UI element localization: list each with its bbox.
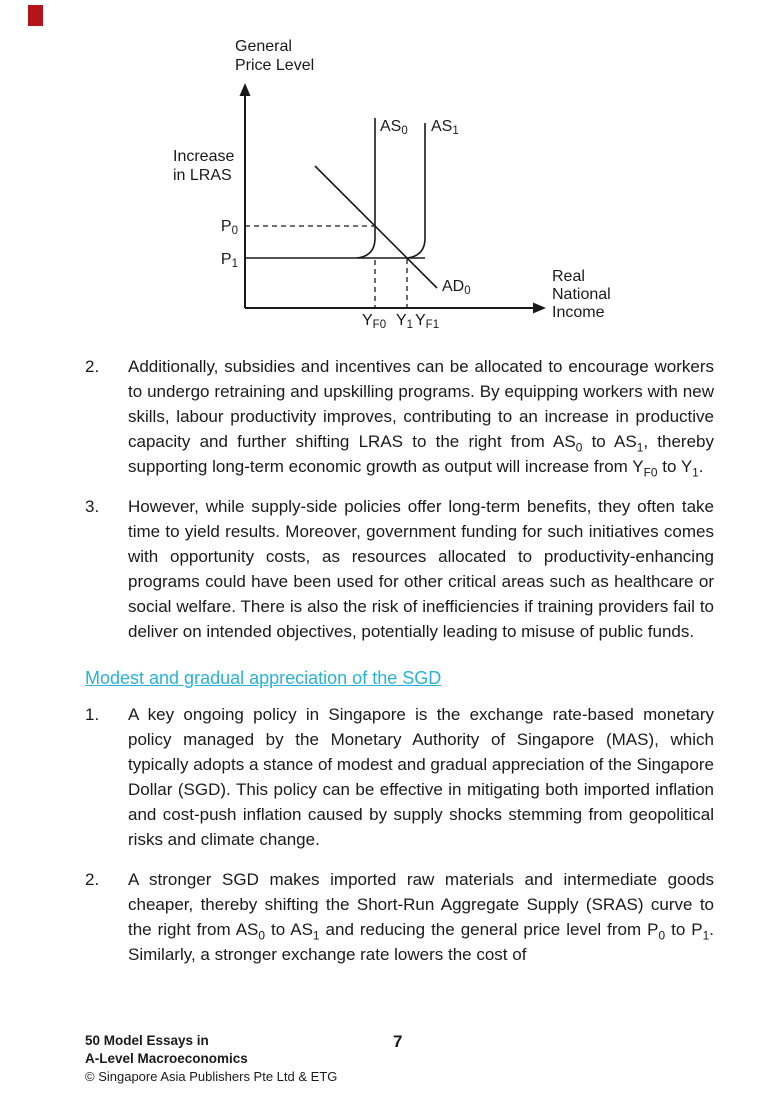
- paragraph-text: [128, 354, 714, 479]
- page-content: [85, 354, 714, 967]
- page-footer: [85, 1032, 714, 1085]
- subscript-text: 1: [692, 465, 699, 480]
- paragraph-text: A key ongoing policy in Singapore is the exchange rate-based monetary policy managed by the Monetary Authority of Singapore (MAS), which typically adopts a stance of modest and gradual appreciation of the Singapore Dollar (SGD). This policy can be effective in mitigating both imported inflation and cost-push inflation caused by supply shocks stemming from geopolitical risks and climate change.: [128, 705, 714, 849]
- ad0-label: AD0: [442, 278, 471, 297]
- footer-series-title-line1: 50 Model Essays in: [85, 1033, 209, 1048]
- y-axis-label-line2: Price Level: [235, 57, 315, 74]
- paragraph-text: [128, 867, 714, 967]
- x-axis-label-line3: Income: [552, 304, 605, 321]
- paragraph-segment: to AS: [265, 920, 313, 939]
- paragraph-segment: to AS: [582, 432, 637, 451]
- paragraph-segment: to Y: [657, 457, 693, 476]
- footer-series-title-line2: A-Level Macroeconomics: [85, 1050, 248, 1066]
- list-item: [85, 867, 714, 967]
- x-axis-label-line1: Real: [552, 268, 585, 285]
- page-number: 7: [393, 1032, 403, 1051]
- subscript-text: 0: [575, 440, 583, 455]
- list-number: 2.: [85, 357, 100, 376]
- as1-label: AS1: [431, 118, 459, 137]
- paragraph-text: However, while supply-side policies offer long-term benefits, they often take time to yield results. Moreover, government funding for such initiatives comes with opportunity costs, as resources allocated to productivity-enhancing programs could have been used for other critical areas such as healthcare or social welfare. There is also the risk of inefficiencies if training providers fail to deliver on intended objectives, potentially leading to misuse of public funds.: [128, 497, 714, 641]
- paragraph-segment: to P: [665, 920, 703, 939]
- subscript-text: 1: [636, 440, 644, 455]
- as1-curve: [407, 123, 425, 258]
- ad0-curve: [315, 166, 437, 288]
- p1-label: P1: [220, 251, 238, 270]
- paragraph-segment: , thereby supporting long-term economic growth as output will increase from Y: [128, 432, 714, 476]
- paragraph-segment: Additionally, subsidies and incentives can be allocated to encourage workers to undergo retraining and upskilling programs. By equipping workers with new skills, labour productivity improves, contributing to an increase in productive capacity and further shifting LRAS to the right from AS: [128, 357, 714, 451]
- subscript-text: 0: [258, 928, 266, 943]
- diagram-canvas: [85, 28, 685, 333]
- lras-annotation-line1: Increase: [173, 148, 235, 165]
- list-number: 1.: [85, 705, 100, 724]
- subscript-text: 1: [312, 928, 320, 943]
- as-ad-diagram: [85, 28, 758, 338]
- paragraph-segment: . Similarly, a stronger exchange rate lowers the cost of: [128, 920, 714, 964]
- y-axis: [240, 83, 251, 308]
- list-item: [85, 702, 714, 852]
- subscript-text: F0: [643, 465, 658, 480]
- yf0-label: YF0: [362, 312, 387, 331]
- as0-curve: [357, 118, 375, 258]
- subscript-text: 0: [658, 928, 666, 943]
- subscript-text: 1: [702, 928, 710, 943]
- y-axis-label-line1: General: [235, 38, 292, 55]
- footer-copyright: © Singapore Asia Publishers Pte Ltd & ETG: [85, 1069, 338, 1084]
- as0-label: AS0: [380, 118, 408, 137]
- lras-annotation-line2: in LRAS: [173, 167, 232, 184]
- yf1-label: YF1: [415, 312, 440, 331]
- page-corner-marker: [28, 5, 43, 26]
- paragraph-segment: .: [698, 457, 704, 476]
- list-number: 3.: [85, 497, 100, 516]
- x-axis-label-line2: National: [552, 286, 611, 303]
- list-item: [85, 494, 714, 644]
- list-item: [85, 354, 714, 479]
- list-number: 2.: [85, 870, 100, 889]
- section-heading: Modest and gradual appreciation of the SGD: [85, 668, 442, 688]
- p0-label: P0: [220, 218, 238, 237]
- paragraph-segment: A stronger SGD makes imported raw materials and intermediate goods cheaper, thereby shifting the Short-Run Aggregate Supply (SRAS) curve to the right from AS: [128, 870, 714, 939]
- y1-label: Y1: [396, 312, 414, 331]
- paragraph-segment: and reducing the general price level from P: [319, 920, 659, 939]
